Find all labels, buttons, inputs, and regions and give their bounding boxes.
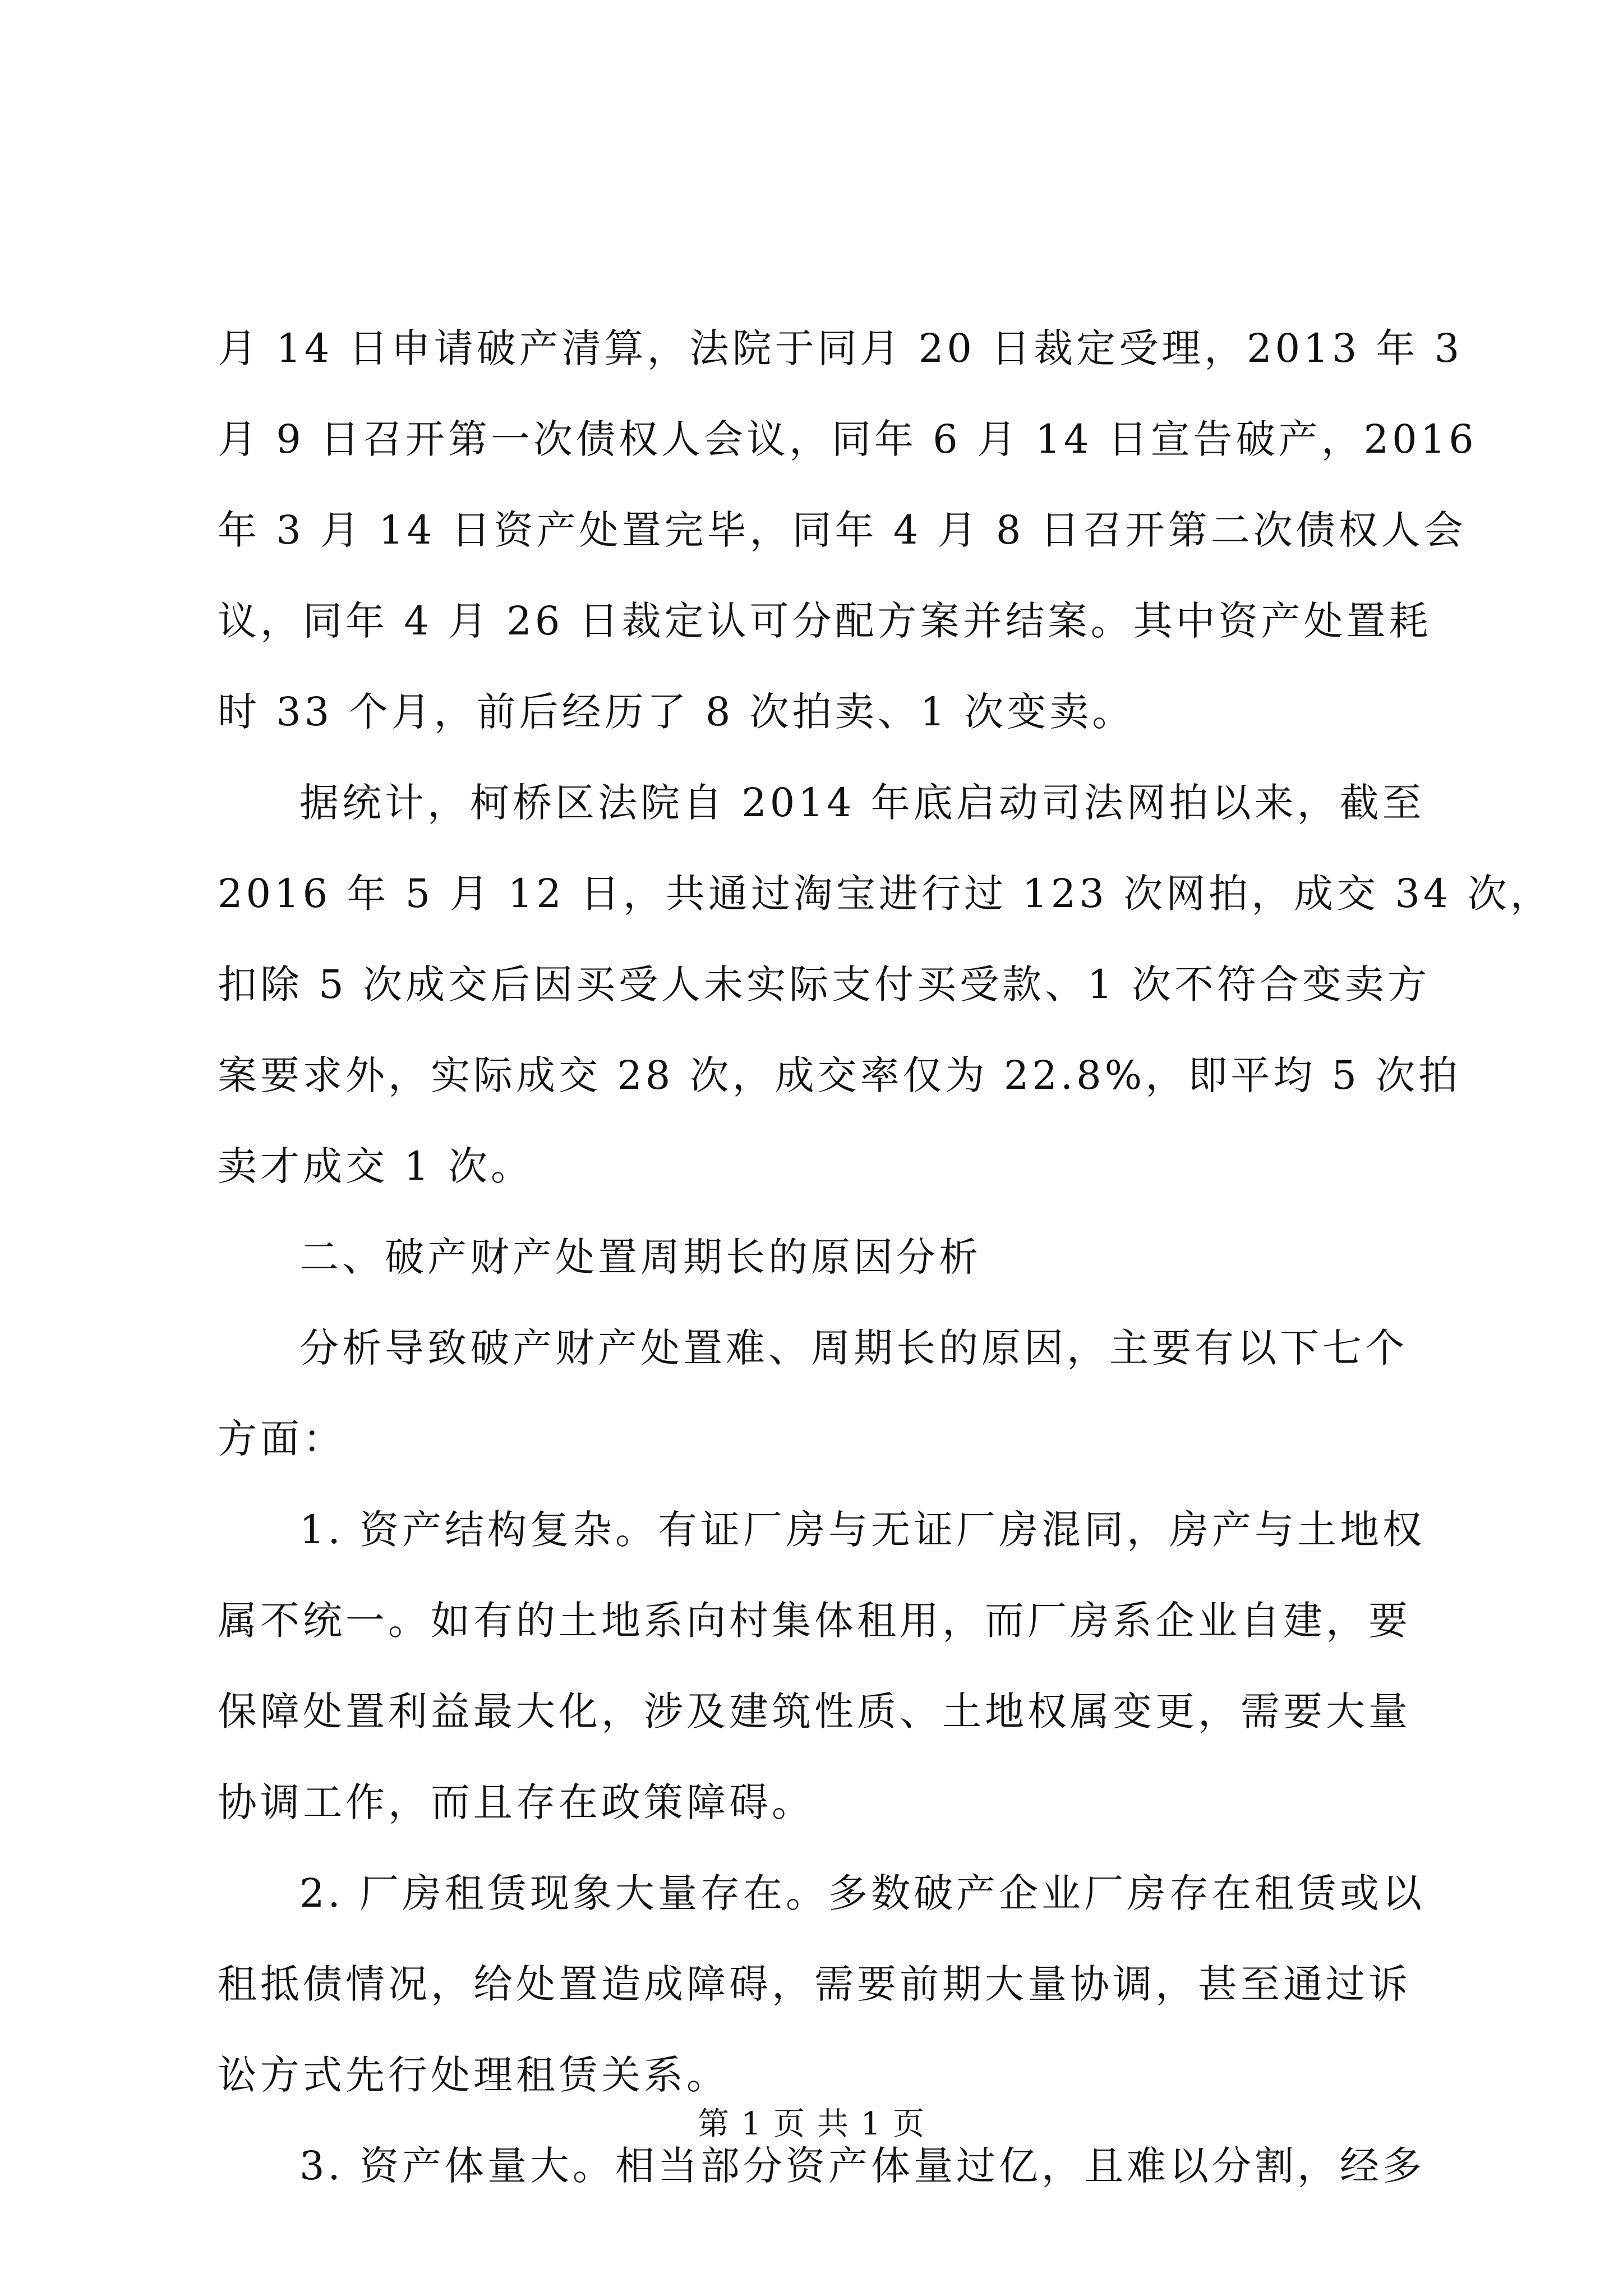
text-line: 分析导致破产财产处置难、周期长的原因，主要有以下七个 <box>299 1325 1408 1371</box>
text-line: 时 33 个月，前后经历了 8 次拍卖、1 次变卖。 <box>218 689 1135 735</box>
text-line: 案要求外，实际成交 28 次，成交率仅为 22.8%，即平均 5 次拍 <box>218 1052 1461 1098</box>
text-line: 属不统一。如有的土地系向村集体租用，而厂房系企业自建，要 <box>218 1598 1411 1644</box>
text-line: 方面： <box>218 1416 345 1462</box>
text-line: 议，同年 4 月 26 日裁定认可分配方案并结案。其中资产处置耗 <box>218 598 1432 644</box>
text-line: 租抵债情况，给处置造成障碍，需要前期大量协调，甚至通过诉 <box>218 1961 1411 2007</box>
text-line: 卖才成交 1 次。 <box>218 1143 534 1189</box>
text-line: 协调工作，而且存在政策障碍。 <box>218 1779 814 1825</box>
paragraph <box>218 757 1553 1212</box>
text-line: 2. 厂房租赁现象大量存在。多数破产企业厂房存在租赁或以 <box>299 1870 1426 1916</box>
text-line: 2016 年 5 月 12 日，共通过淘宝进行过 123 次网拍，成交 34 次， <box>218 871 1553 917</box>
paragraph <box>218 1848 1426 2120</box>
paragraph <box>218 1484 1426 1848</box>
text-line: 1. 资产结构复杂。有证厂房与无证厂房混同，房产与土地权 <box>299 1507 1426 1553</box>
text-line: 扣除 5 次成交后因买受人未实际支付买受款、1 次不符合变卖方 <box>218 961 1430 1007</box>
text-line: 年 3 月 14 日资产处置完毕，同年 4 月 8 日召开第二次债权人会 <box>218 507 1467 553</box>
text-line: 月 14 日申请破产清算，法院于同月 20 日裁定受理，2013 年 3 <box>218 325 1463 371</box>
paragraph <box>218 1212 1418 1303</box>
text-line: 月 9 日召开第一次债权人会议，同年 6 月 14 日宣告破产，2016 <box>218 416 1477 462</box>
paragraph <box>218 1303 1418 1484</box>
document-body <box>218 303 1553 2211</box>
text-line: 讼方式先行处理租赁关系。 <box>218 2052 729 2098</box>
text-line: 保障处置利益最大化，涉及建筑性质、土地权属变更，需要大量 <box>218 1688 1411 1734</box>
page-footer: 第 1 页 共 1 页 <box>697 2106 926 2142</box>
text-line: 据统计，柯桥区法院自 2014 年底启动司法网拍以来，截至 <box>299 780 1425 826</box>
text-line: 3. 资产体量大。相当部分资产体量过亿，且难以分割，经多 <box>299 2143 1426 2189</box>
text-line: 二、破产财产处置周期长的原因分析 <box>299 1234 981 1280</box>
paragraph <box>218 303 1477 757</box>
